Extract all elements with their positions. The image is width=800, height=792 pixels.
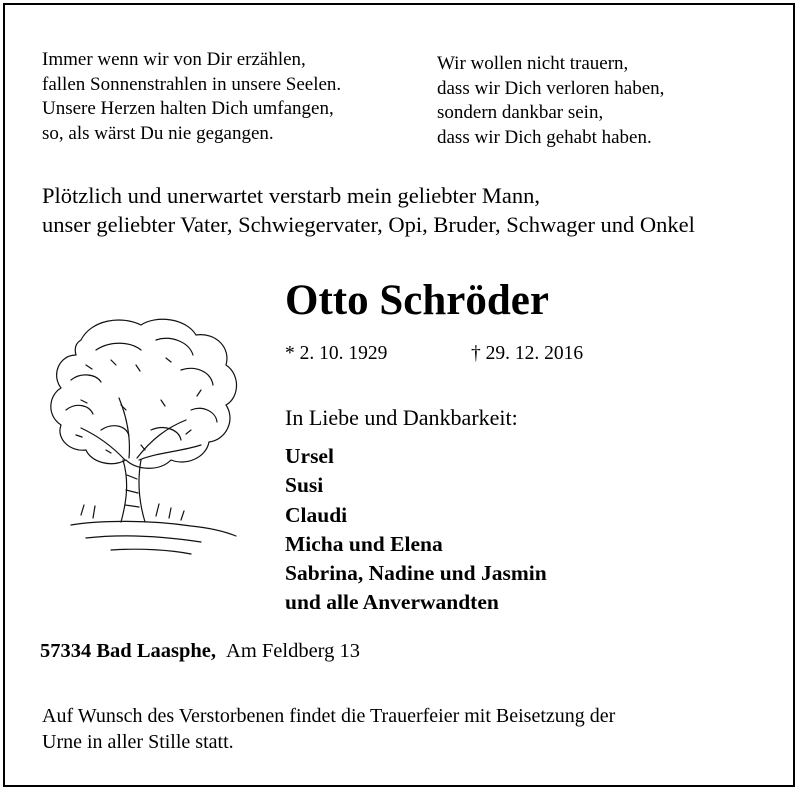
- family-member: und alle Anverwandten: [285, 590, 499, 615]
- poem-left-line: Immer wenn wir von Dir erzählen,: [42, 49, 306, 70]
- deceased-name: Otto Schröder: [285, 277, 549, 324]
- notice-line: Urne in aller Stille statt.: [42, 730, 234, 753]
- intro-line: unser geliebter Vater, Schwiegervater, Opi, Bruder, Schwager und Onkel: [42, 212, 695, 237]
- family-list: [285, 442, 547, 618]
- family-member: Sabrina, Nadine und Jasmin: [285, 561, 547, 586]
- address-city: 57334 Bad Laasphe,: [40, 640, 217, 662]
- poem-left-line: Unsere Herzen halten Dich umfangen,: [42, 98, 334, 119]
- poem-right-line: sondern dankbar sein,: [437, 102, 604, 123]
- address-street: Am Feldberg 13: [226, 640, 361, 662]
- tree-icon: [41, 310, 251, 560]
- intro-text: [42, 181, 695, 239]
- poem-right-line: dass wir Dich verloren haben,: [437, 77, 665, 99]
- announcement-frame: [3, 3, 795, 787]
- poem-right-line: Wir wollen nicht trauern,: [437, 53, 629, 74]
- intro-line: Plötzlich und unerwartet verstarb mein geliebter Mann,: [42, 183, 540, 208]
- poem-left-line: fallen Sonnenstrahlen in unsere Seelen.: [42, 73, 342, 95]
- birth-date: * 2. 10. 1929: [285, 343, 388, 364]
- notice-line: Auf Wunsch des Verstorbenen findet die Trauerfeier mit Beisetzung der: [42, 705, 616, 727]
- family-member: Susi: [285, 473, 324, 498]
- poem-left: [42, 48, 341, 146]
- poem-right: [437, 52, 664, 150]
- family-member: Ursel: [285, 444, 334, 468]
- funeral-notice: [42, 704, 615, 755]
- address: [40, 638, 360, 664]
- death-date: † 29. 12. 2016: [471, 343, 584, 364]
- thanks-line: In Liebe und Dankbarkeit:: [285, 405, 518, 430]
- family-member: Micha und Elena: [285, 531, 443, 556]
- poem-left-line: so, als wärst Du nie gegangen.: [42, 122, 274, 144]
- family-member: Claudi: [285, 502, 348, 527]
- poem-right-line: dass wir Dich gehabt haben.: [437, 126, 652, 148]
